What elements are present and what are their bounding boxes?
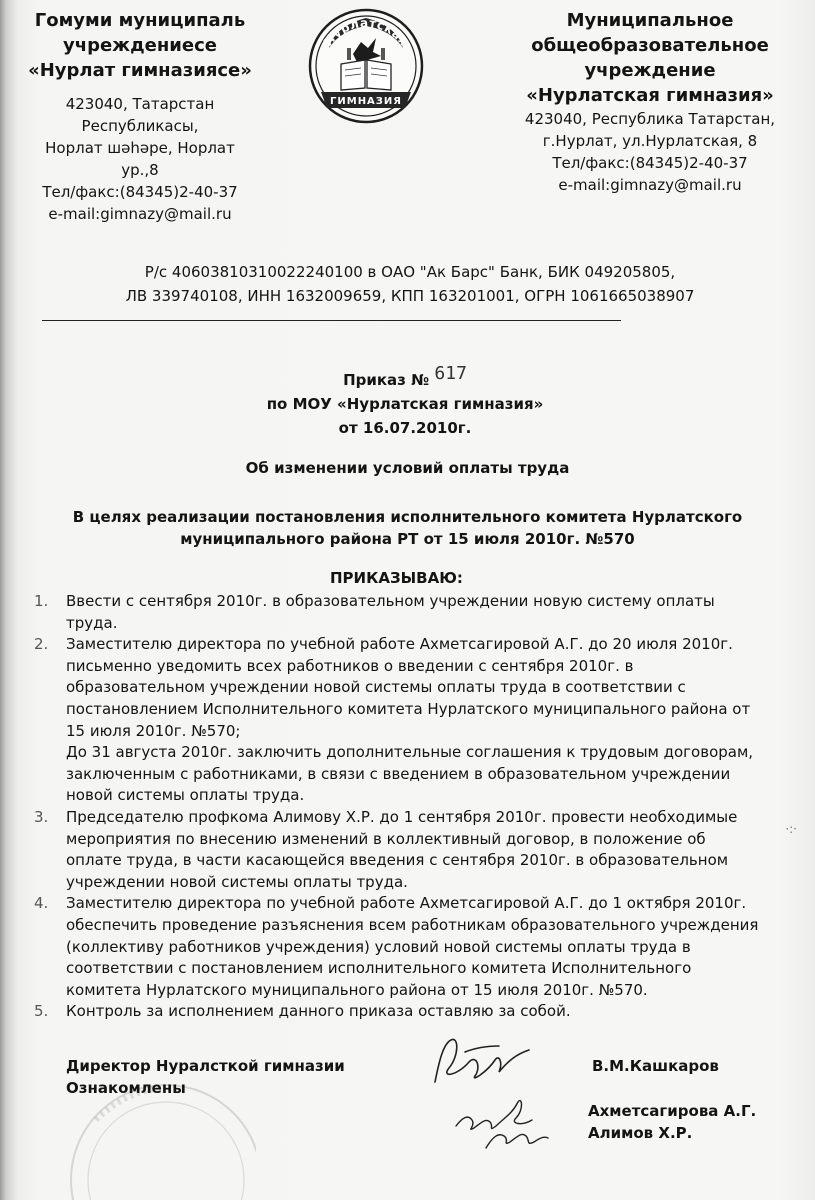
list-item: [22, 1001, 792, 1023]
order-title: [120, 363, 690, 392]
acquainted-label: Ознакомлены: [66, 1079, 186, 1097]
staff-name: Алимов Х.Р.: [588, 1124, 693, 1142]
scan-speck: ·:·: [785, 822, 797, 836]
item-number: 3.: [34, 807, 49, 826]
order-purpose: [40, 506, 775, 550]
item-line: оплате труда, в части касающейся введения с сентября 2010г. в образовательном: [66, 851, 729, 870]
address-tatar-line: 423040, Татарстан: [65, 95, 215, 113]
purpose-line: муниципального района РТ от 15 июля 2010г. №570: [180, 530, 635, 548]
item-line: постановлением Исполнительного комитета Нурлатского муниципального района от: [66, 699, 751, 718]
item-line: труда.: [66, 613, 118, 632]
order-items-list: [22, 591, 792, 1023]
list-item: [22, 893, 792, 1001]
org-name-line: Муниципальное: [566, 10, 734, 31]
list-item: [22, 807, 792, 893]
item-line: Заместителю директора по учебной работе Ахметсагировой А.Г. до 1 октября 2010г.: [66, 894, 747, 913]
address-tatar-line: Норлат шәһәре, Норлат: [45, 139, 235, 157]
org-name-line: общеобразовательное: [531, 35, 769, 56]
list-item: [22, 591, 792, 634]
item-line: Председателю профкома Алимову Х.Р. до 1 сентября 2010г. провести необходимые: [66, 807, 738, 826]
item-line: (коллективу работников учреждения) условий новой системы оплаты труда в: [66, 937, 691, 956]
order-title-text: Приказ №: [343, 371, 430, 389]
logo-bottom-text: ГИМНАЗИЯ: [330, 96, 402, 107]
org-name-tatar-line: учреждениесе: [63, 35, 217, 56]
staff-signatures: [452, 1092, 552, 1152]
bank-details-line: Р/с 40603810310022240100 в ОАО "Ак Барс" Банк, БИК 049205805,: [144, 263, 676, 281]
address-tatar-line: ур.,8: [121, 161, 159, 179]
address-line: Тел/факс:(84345)2-40-37: [552, 154, 748, 172]
bank-details-line: ЛВ 339740108, ИНН 1632009659, КПП 163201001, ОГРН 1061665038907: [125, 287, 695, 305]
staff-name: Ахметсагирова А.Г.: [588, 1102, 757, 1120]
item-line: Контроль за исполнением данного приказа оставляю за собой.: [66, 1002, 571, 1021]
address-tatar-line: Республикасы,: [81, 117, 199, 135]
item-line: Ввести с сентября 2010г. в образовательном учреждении новую систему оплаты: [66, 592, 715, 610]
order-organization: по МОУ «Нурлатская гимназия»: [266, 395, 544, 413]
item-number: 4.: [34, 894, 49, 913]
director-name: В.М.Кашкаров: [592, 1057, 719, 1075]
item-line: мероприятия по внесению изменений в коллективный договор, в положение об: [66, 829, 706, 848]
acquainted-staff: [588, 1100, 756, 1144]
signature-left-block: [66, 1055, 345, 1099]
list-item: [22, 634, 792, 807]
item-line: соответствии с постановлением исполнительного комитета Исполнительного: [66, 959, 692, 978]
item-line: заключенным с работниками, в связи с введением в образовательном учреждении: [66, 764, 731, 783]
item-line: обеспечить проведение разъяснения всем работникам образовательного учреждения: [66, 915, 759, 934]
order-directive-heading: ПРИКАЗЫВАЮ:: [330, 569, 463, 587]
header-right-russian: [500, 8, 800, 196]
order-title-block: [120, 363, 690, 440]
item-line: Заместителю директора по учебной работе Ахметсагировой А.Г. до 20 июля 2010г.: [66, 635, 733, 654]
director-position: Директор Нуралсткой гимназии: [66, 1057, 345, 1075]
logo-top-text: Нурлатская: [320, 15, 412, 49]
item-number: 1.: [34, 592, 49, 610]
address-tatar-line: e-mail:gimnazy@mail.ru: [48, 205, 232, 223]
item-line: комитета Нурлатского муниципального района от 15 июля 2010г. №570.: [66, 980, 648, 999]
org-name-tatar-line: Гомуми муниципаль: [34, 10, 246, 31]
address-line: 423040, Республика Татарстан,: [524, 110, 776, 128]
director-signature: [425, 1032, 545, 1090]
org-name-line: «Нурлатская гимназия»: [526, 85, 774, 106]
bank-details: [60, 260, 760, 308]
gymnasium-logo: [301, 8, 431, 124]
item-line: учреждении новой системы оплаты труда.: [66, 872, 408, 891]
header-left-tatar: [6, 8, 274, 225]
item-line: образовательном учреждении новой системы оплаты труда в соответствии с: [66, 678, 686, 697]
address-line: г.Нурлат, ул.Нурлатская, 8: [542, 132, 758, 150]
item-line: До 31 августа 2010г. заключить дополнительные соглашения к трудовым договорам,: [66, 743, 754, 762]
address-line: e-mail:gimnazy@mail.ru: [558, 176, 742, 194]
item-line: 15 июля 2010г. №570;: [66, 721, 241, 740]
purpose-line: В целях реализации постановления исполнительного комитета Нурлатского: [72, 508, 743, 526]
order-subject: Об изменении условий оплаты труда: [245, 459, 570, 477]
order-number-handwritten: 617: [434, 363, 467, 384]
address-tatar-line: Тел/факс:(84345)2-40-37: [42, 183, 238, 201]
org-name-tatar-line: «Нурлат гимназиясе»: [28, 60, 252, 81]
item-line: письменно уведомить всех работников о введении с сентября 2010г. в: [66, 656, 634, 675]
order-date: от 16.07.2010г.: [338, 419, 472, 437]
org-name-line: учреждение: [584, 60, 716, 81]
item-number: 2.: [34, 635, 49, 654]
item-number: 5.: [34, 1002, 49, 1021]
header-divider: [42, 320, 621, 321]
item-line: новой системы оплаты труда.: [66, 786, 305, 805]
